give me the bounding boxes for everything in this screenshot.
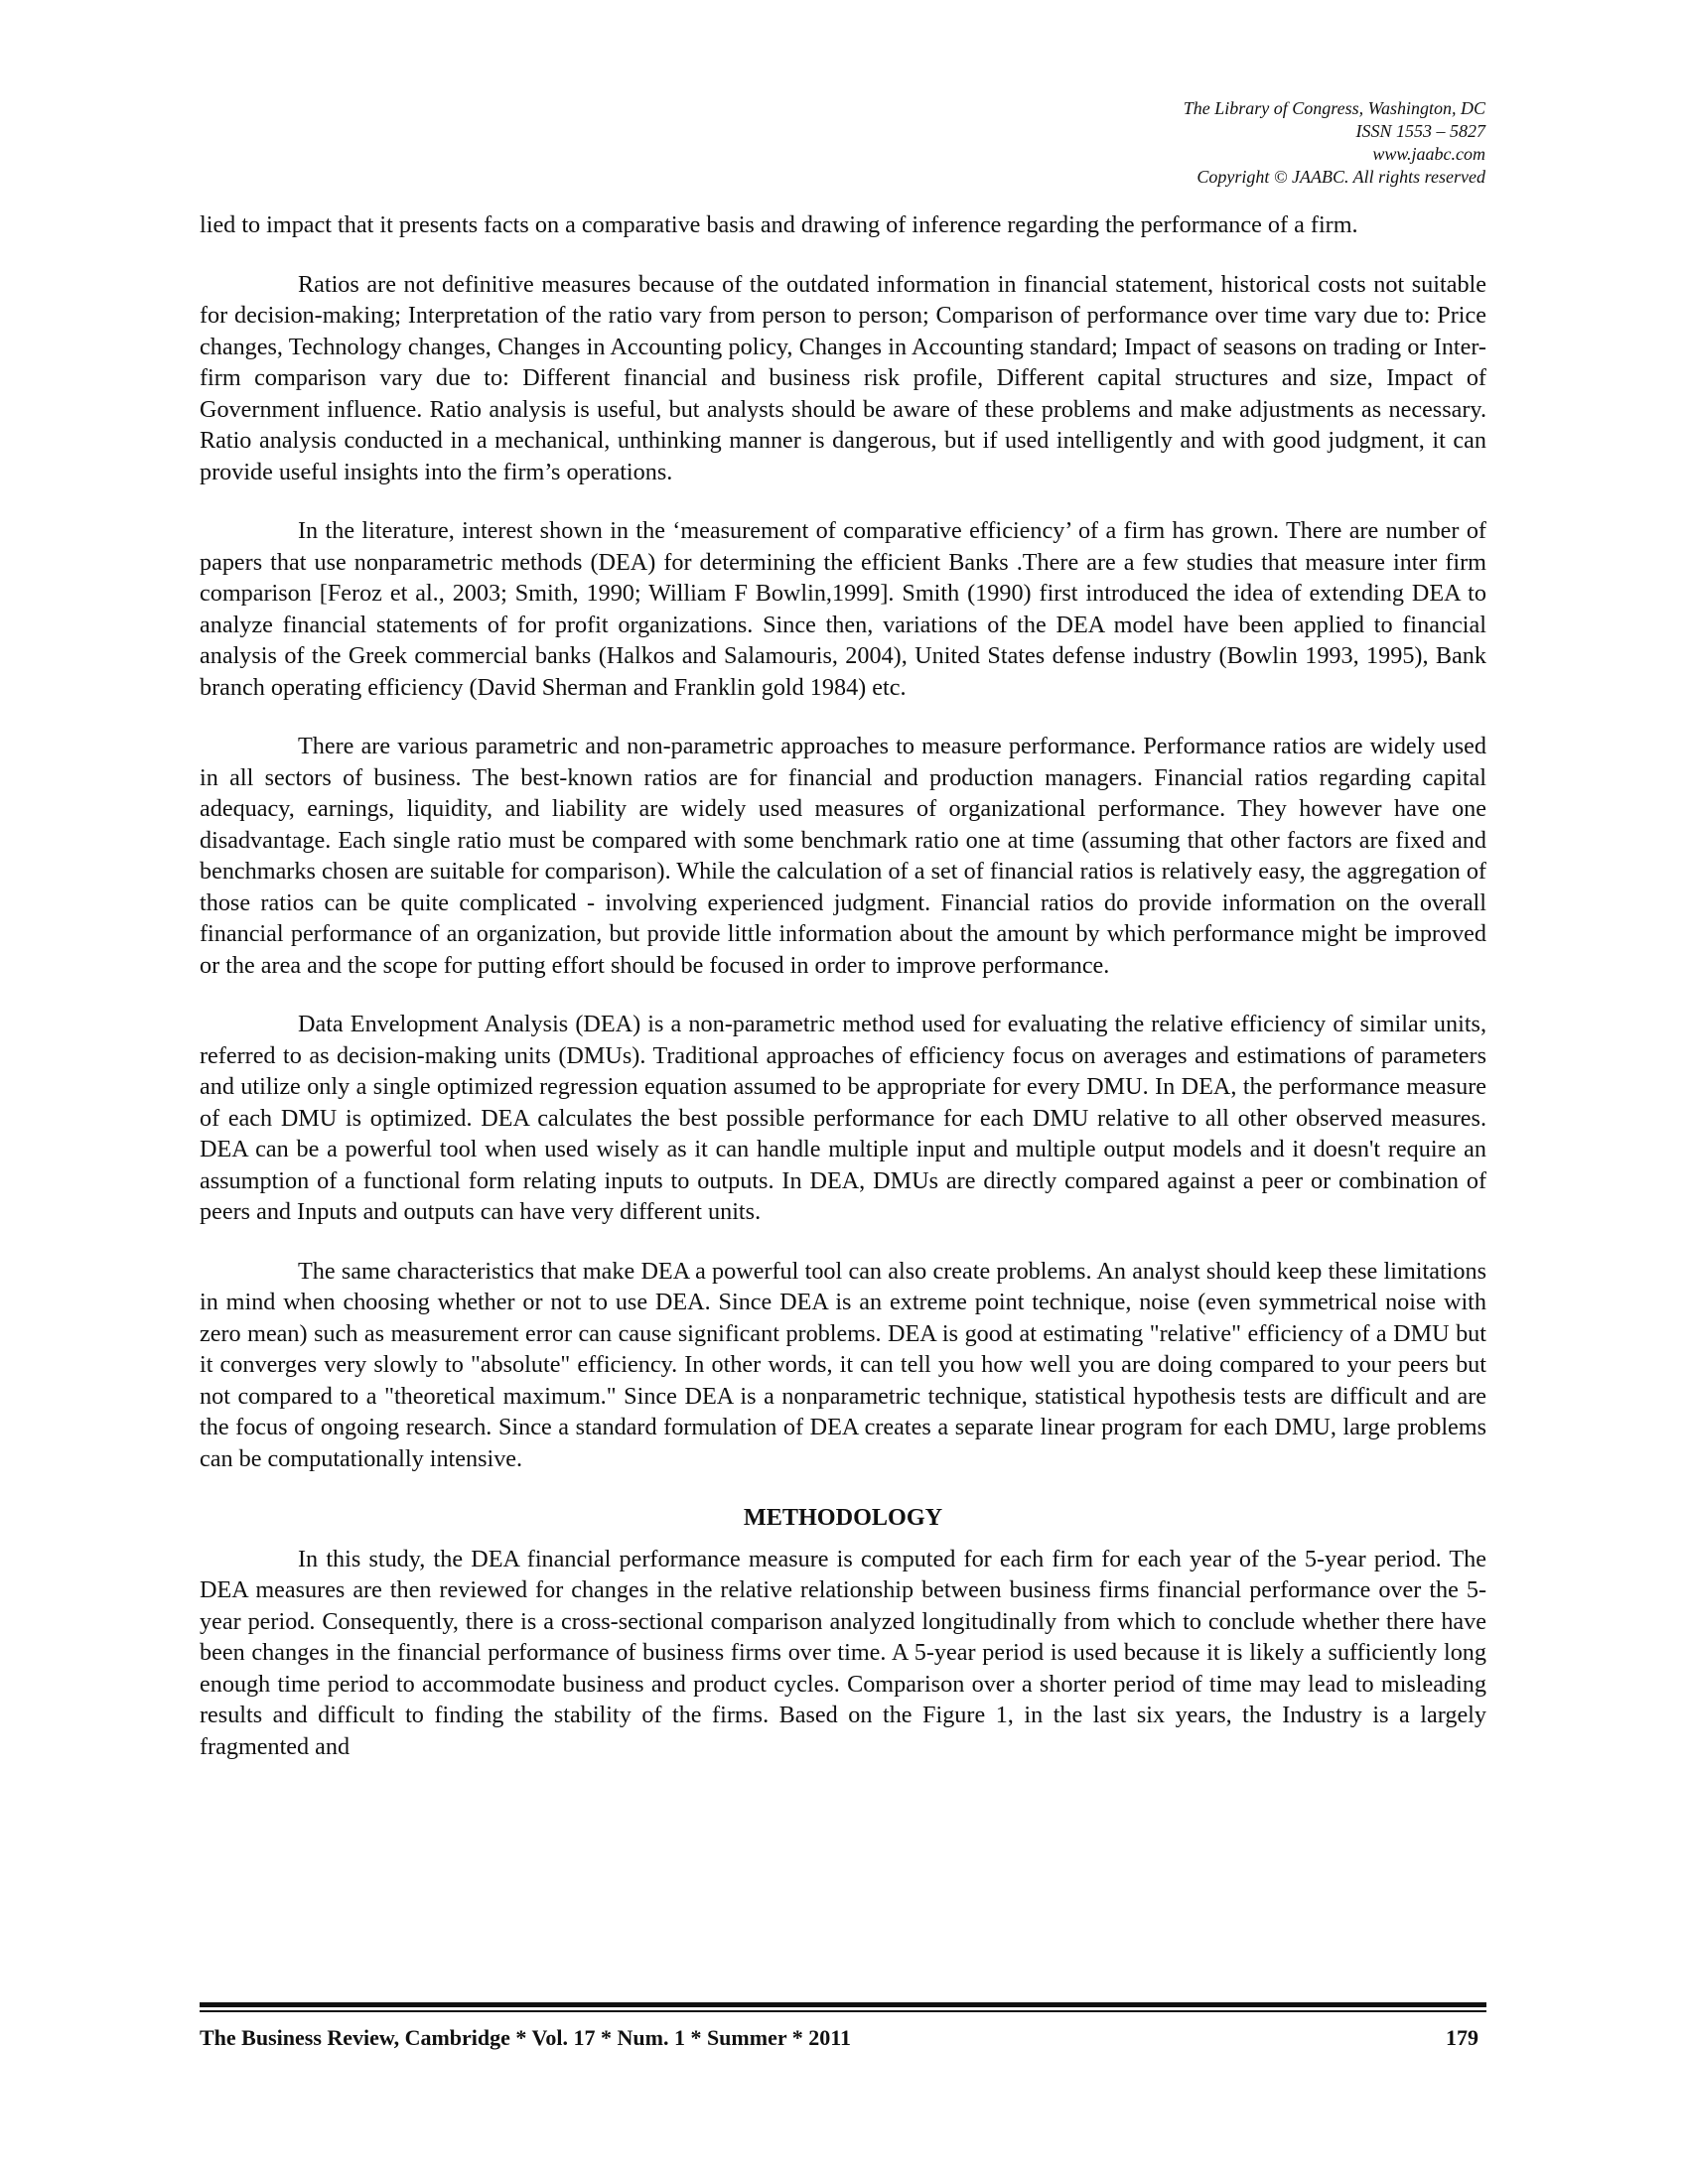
header-line-library: The Library of Congress, Washington, DC — [1183, 98, 1485, 118]
paragraph-dea-problems: The same characteristics that make DEA a powerful tool can also create problems. An analyst should keep these limitations in mind when choosing whether or not to use DEA. Since DEA is an extreme point technique, noise (even symmetrical noise with zero mean) such as measurement error can cause significant problems. DEA is good at estimating "relative" efficiency of a DMU but it converges very slowly to "absolute" efficiency. In other words, it can tell you how well you are doing compared to your peers but not compared to a "theoretical maximum." Since DEA is a nonparametric technique, statistical hypothesis tests are difficult and are the focus of ongoing research. Since a standard formulation of DEA creates a separate linear program for each DMU, large problems can be computationally intensive. — [200, 1257, 1486, 1472]
header-line-copyright: Copyright © JAABC. All rights reserved — [1196, 167, 1485, 187]
header-line-website: www.jaabc.com — [1372, 144, 1485, 164]
page-footer — [200, 2025, 1486, 2051]
paragraph-continuation: lied to impact that it presents facts on a comparative basis and drawing of inference regarding the performance of a firm. — [200, 211, 1358, 238]
paragraph-approaches: There are various parametric and non-parametric approaches to measure performance. Performance ratios are widely used in all sectors of business. The best-known ratios are for financial and production managers. Financial ratios regarding capital adequacy, earnings, liquidity, and liability are widely used measures of organizational performance. They however have one disadvantage. Each single ratio must be compared with some benchmark ratio one at time (assuming that other factors are fixed and benchmarks chosen are suitable for comparison). While the calculation of a set of financial ratios is relatively easy, the aggregation of those ratios can be quite complicated - involving experienced judgment. Financial ratios do provide information on the overall financial performance of an organization, but provide little information about the amount by which performance might be improved or the area and the scope for putting effort should be focused in order to improve performance. — [200, 733, 1486, 979]
page-number: 179 — [1446, 2025, 1478, 2050]
footer-divider-thin — [200, 2010, 1486, 2012]
paragraph-dea-definition: Data Envelopment Analysis (DEA) is a non-parametric method used for evaluating the relative efficiency of similar units, referred to as decision-making units (DMUs). Traditional approaches of efficiency focus on averages and estimations of parameters and utilize only a single optimized regression equation assumed to be appropriate for every DMU. In DEA, the performance measure of each DMU is optimized. DEA calculates the best possible performance for each DMU relative to all other observed measures. DEA can be a powerful tool when used wisely as it can handle multiple input and multiple output models and it doesn't require an assumption of a functional form relating inputs to outputs. In DEA, DMUs are directly compared against a peer or combination of peers and Inputs and outputs can have very different units. — [200, 1011, 1486, 1225]
article-body — [200, 209, 1486, 1790]
journal-header — [1184, 97, 1485, 189]
paragraph-methodology: In this study, the DEA financial performance measure is computed for each firm for each year of the 5-year period. The DEA measures are then reviewed for changes in the relative relationship between business firms financial performance over the 5-year period. Consequently, there is a cross-sectional comparison analyzed longitudinally from which to conclude whether there have been changes in the financial performance of business firms over time. A 5-year period is used because it is likely a sufficiently long enough time period to accommodate business and product cycles. Comparison over a shorter period of time may lead to misleading results and difficult to finding the stability of the firms. Based on the Figure 1, in the last six years, the Industry is a largely fragmented and — [200, 1545, 1486, 1760]
section-heading-methodology: METHODOLOGY — [743, 1504, 943, 1531]
paragraph-literature: In the literature, interest shown in the ‘measurement of comparative efficiency’ of a firm has grown. There are number of papers that use nonparametric methods (DEA) for determining the efficient Banks .There are a few studies that measure inter firm comparison [Feroz et al., 2003; Smith, 1990; William F Bowlin,1999]. Smith (1990) first introduced the idea of extending DEA to analyze financial statements of for profit organizations. Since then, variations of the DEA model have been applied to financial analysis of the Greek commercial banks (Halkos and Salamouris, 2004), United States defense industry (Bowlin 1993, 1995), Bank branch operating efficiency (David Sherman and Franklin gold 1984) etc. — [200, 517, 1486, 701]
header-line-issn: ISSN 1553 – 5827 — [1355, 121, 1485, 141]
footer-divider-thick — [200, 2002, 1486, 2007]
footer-journal-citation: The Business Review, Cambridge * Vol. 17 * Num. 1 * Summer * 2011 — [200, 2025, 851, 2050]
paragraph-ratios-limitations: Ratios are not definitive measures because of the outdated information in financial statement, historical costs not suitable for decision-making; Interpretation of the ratio vary from person to person; Comparison of performance over time vary due to: Price changes, Technology changes, Changes in Accounting policy, Changes in Accounting standard; Impact of seasons on trading or Inter-firm comparison vary due to: Different financial and business risk profile, Different capital structures and size, Impact of Government influence. Ratio analysis is useful, but analysts should be aware of these problems and make adjustments as necessary. Ratio analysis conducted in a mechanical, unthinking manner is dangerous, but if used intelligently and with good judgment, it can provide useful insights into the firm’s operations. — [200, 270, 1486, 485]
